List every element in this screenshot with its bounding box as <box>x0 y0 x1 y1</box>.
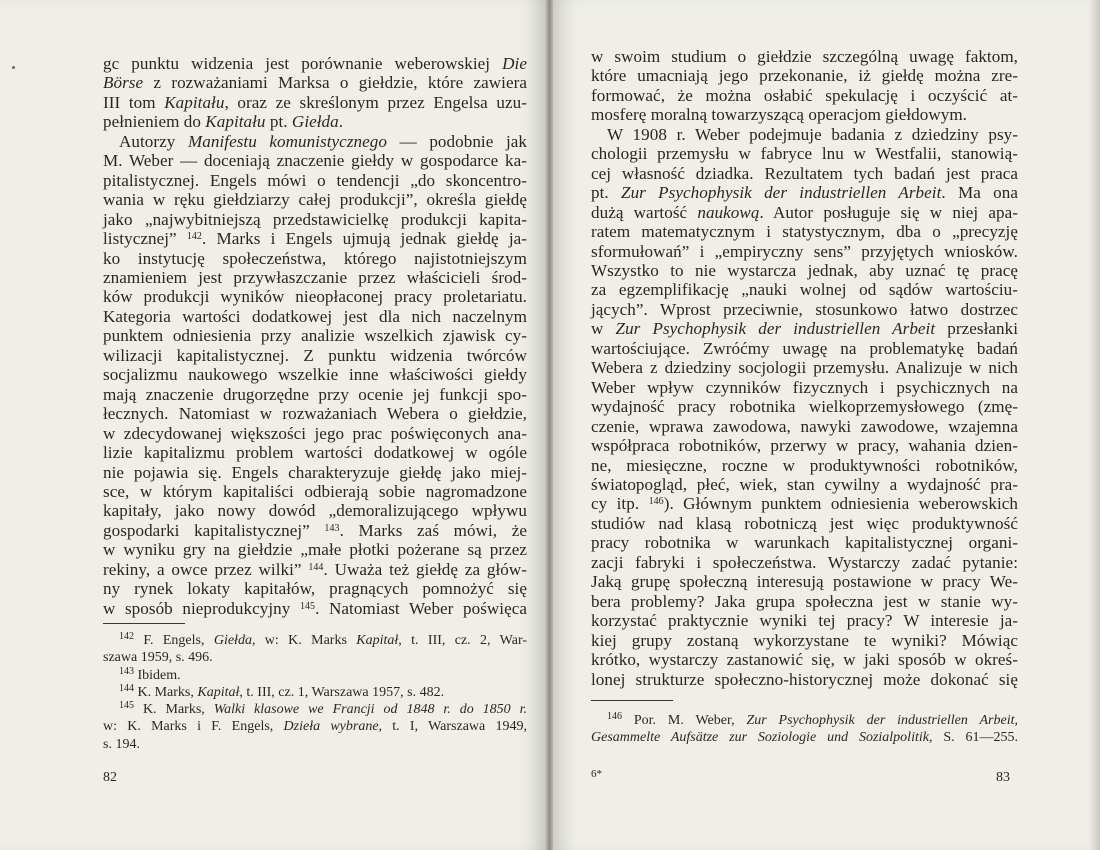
text-line: Autorzy Manifestu komunistycznego — podobnie jak <box>119 131 527 151</box>
right-footnotes <box>591 712 1018 747</box>
signature-mark: 6* <box>591 768 602 780</box>
text-line: gospodarki kapitalistycznej” $^{143}$. Marks zaś mówi, że <box>103 520 527 540</box>
text-line: studiów nad klasą robotniczą jest więc produktywność <box>591 513 1018 533</box>
text-line: jako „najwybitniejszą przedstawicielkę produkcji kapita- <box>103 209 527 229</box>
text-line: pt. Zur Psychophysik der industriellen Arbeit. Ma ona <box>591 183 1019 203</box>
text-line: sce, w którym kapitaliści odbierają sobie nagromadzone <box>103 481 527 501</box>
text-line: które umacniają jego przekonanie, iż giełdę można zre- <box>591 66 1018 86</box>
text-line: cy itp. $^{146}$). Głównym punktem odniesienia weberowskich <box>591 494 1019 514</box>
text-line: Webera z dziedziny socjologii przemysłu. Analizuje w nich <box>591 358 1018 378</box>
footnote-line: w: K. Marks i F. Engels, Dzieła wybrane, t. I, Warszawa 1949, <box>103 719 528 735</box>
text-line: w Zur Psychophysik der industriellen Arbeit przesłanki <box>591 319 1019 339</box>
right-page <box>553 0 1100 850</box>
paper-speck <box>12 66 15 69</box>
text-line: bera problemy? Jaka grupa społeczna jest w stanie wy- <box>591 591 1018 611</box>
left-page-number: 82 <box>103 770 117 785</box>
text-line: za egzemplifikację „nauki wolnej od sądów wartościu- <box>591 280 1018 300</box>
text-line: socjalizmu naukowego wszelkie inne właściwości giełdy <box>103 365 527 385</box>
book-gutter <box>546 0 553 850</box>
text-line: formować, że można osłabić spekulację i oczyścić at- <box>591 85 1018 105</box>
left-body-text <box>103 54 527 618</box>
text-line: korzystać praktycznie wyniki tej pracy? W interesie ja- <box>591 611 1018 631</box>
text-line: III tom Kapitału, oraz ze skreślonym przez Engelsa uzu- <box>103 92 527 112</box>
text-line: czenie, wprawa zawodowa, nawyki zawodowe, wzajemna <box>591 416 1018 436</box>
text-line: łecznych. Natomiast w rozważaniach Webera o giełdzie, <box>103 404 527 424</box>
right-footnote-rule <box>591 700 673 701</box>
text-line: Weber wpływ czynników fizycznych i psychicznych na <box>591 377 1018 397</box>
footnote-line: $^{146}$ Por. M. Weber, Zur Psychophysik der industriellen Arbeit, <box>607 711 1019 728</box>
text-line: lizie kapitalizmu problem wartości dodatkowej w ogóle <box>103 443 527 463</box>
text-line: punktem odniesienia przy analizie wszelkich zjawisk cy- <box>103 326 527 346</box>
text-line: ny rynek lokaty kapitałów, pragnących pomnożyć się <box>103 579 527 599</box>
text-line: w wyniku gry na giełdzie „małe płotki pożerane są przez <box>103 540 527 560</box>
footnote-line: szawa 1959, s. 496. <box>103 650 213 666</box>
text-line: światopogląd, płeć, wiek, stan cywilny a wydajność pra- <box>591 474 1018 494</box>
text-line: ków produkcji wyników nieopłaconej pracy proletariatu. <box>103 287 527 307</box>
text-line: ratem matematycznym i statystycznym, dba o „precyzję <box>591 222 1018 242</box>
text-line: wartościujące. Zwróćmy uwagę na problematykę badań <box>591 338 1018 358</box>
text-line: rekiny, a owce przez wilki” $^{144}$. Uważa też giełdę za głów- <box>103 559 528 579</box>
text-line: jących”. Wprost przeciwnie, stosunkowo łatwo dostrzec <box>591 299 1018 319</box>
text-line: lonej strukturze społeczno-historycznej może dokonać się <box>591 669 1018 689</box>
text-line: krótko, wystarczy zastanowić się, w jaki sposób w okreś- <box>591 650 1018 670</box>
text-line: nie pojawia się. Engels charakteryzuje giełdę jako miej- <box>103 462 527 482</box>
text-line: pitalistycznej. Engels mówi o tendencji „do skoncentro- <box>103 170 527 190</box>
text-line: zacji fabryki i społeczeństwa. Wystarczy zadać pytanie: <box>591 552 1018 572</box>
text-line: ne, miesięczne, roczne w produktywności robotników, <box>591 455 1018 475</box>
text-line: kapitały, jako nowy dowód „demoralizującego wpływu <box>103 501 527 521</box>
text-line: W 1908 r. Weber podejmuje badania z dziedziny psy- <box>607 124 1018 144</box>
text-line: kiej grupy zostaną wykorzystane te wyniki? Mówiąc <box>591 630 1018 650</box>
left-page <box>0 0 546 850</box>
text-line: Jaką grupę społeczną interesują postawione w pracy We- <box>591 572 1018 592</box>
text-line: M. Weber — doceniają znaczenie giełdy w gospodarce ka- <box>103 151 527 171</box>
left-footnote-rule <box>103 623 185 624</box>
text-line: ko instytucję społeczeństwa, którego najistotniejszym <box>103 248 527 268</box>
text-line: wilizacji kapitalistycznej. Z punktu widzenia twórców <box>103 345 527 365</box>
footnote-line: Gesammelte Aufsätze zur Soziologie und Sozialpolitik, S. 61—255. <box>591 730 1018 746</box>
text-line: dużą wartość naukową. Autor posługuje się w niej apa- <box>591 202 1018 222</box>
right-page-number: 83 <box>996 770 1010 785</box>
text-line: współpraca robotników, przerwy w pracy, wahania dzien- <box>591 436 1018 456</box>
text-line: listycznej” $^{142}$. Marks i Engels ujmują jednak giełdę ja- <box>103 229 527 249</box>
text-line: wania w ręku giełdziarzy całej produkcji”, określa giełdę <box>103 190 527 210</box>
footnote-line: s. 194. <box>103 736 140 752</box>
text-line: pełnieniem do Kapitału pt. Giełda. <box>103 112 344 132</box>
text-line: Wszystko to nie wystarcza jednak, aby uznać tę pracę <box>591 260 1018 280</box>
text-line: w zdecydowanej większości jego prac poświęconych ana- <box>103 423 527 443</box>
text-line: Börse z rozważaniami Marksa o giełdzie, które zawiera <box>103 73 527 93</box>
text-line: Kategoria wartości dodatkowej jest dla nich naczelnym <box>103 306 527 326</box>
text-line: w swoim studium o giełdzie szczególną uwagę faktom, <box>591 47 1018 66</box>
text-line: chologii przemysłu w fabryce lnu w Westfalii, stanowią- <box>591 144 1018 164</box>
footnote-line: $^{144}$ K. Marks, Kapitał, t. III, cz. 1, Warszawa 1957, s. 482. <box>119 682 445 700</box>
footnote-line: $^{145}$ K. Marks, Walki klasowe we Francji od 1848 r. do 1850 r. <box>119 700 528 718</box>
text-line: cej własność dziadka. Rezultatem tych badań jest praca <box>591 163 1018 183</box>
footnote-line: $^{142}$ F. Engels, Giełda, w: K. Marks Kapitał, t. III, cz. 2, War- <box>119 631 527 648</box>
text-line: mosferę moralną towarzyszącą operacjom giełdowym. <box>591 105 967 125</box>
right-body-text <box>591 47 1018 689</box>
text-line: gc punktu widzenia jest porównanie weberowskiej Die <box>103 54 527 73</box>
page-edge <box>1088 0 1100 850</box>
text-line: znamieniem jest przywłaszczanie przez właścicieli środ- <box>103 267 527 287</box>
text-line: sformułowań” i „empiryczny sens” przyjętych wniosków. <box>591 241 1018 261</box>
text-line: w sposób nieprodukcyjny $^{145}$. Natomiast Weber poświęca <box>103 598 527 618</box>
footnote-line: $^{143}$ Ibidem. <box>119 665 181 683</box>
text-line: mają znaczenie drugorzędne przy ocenie jej funkcji spo- <box>103 384 527 404</box>
left-footnotes <box>103 632 527 753</box>
text-line: wydajność pracy robotnika wielkoprzemysłowego (zmę- <box>591 397 1018 417</box>
text-line: pracy robotnika w warunkach kapitalistycznej organi- <box>591 533 1018 553</box>
